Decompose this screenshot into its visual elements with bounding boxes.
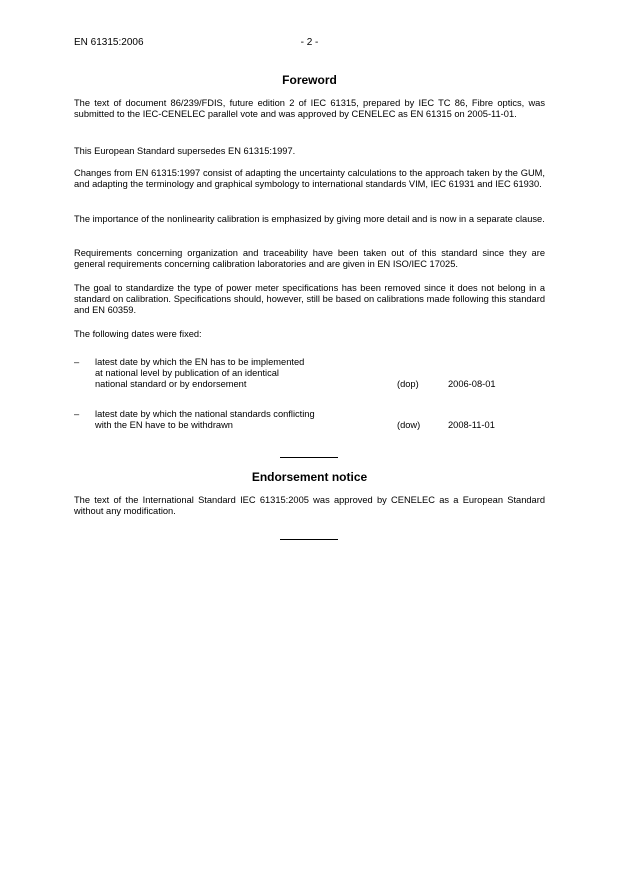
header-page-number: - 2 -	[300, 37, 319, 48]
endorsement-paragraph: The text of the International Standard IEC 61315:2005 was approved by CENELEC as a European Standard without any modification.	[74, 495, 545, 516]
date-item-description	[95, 409, 365, 431]
header-document-id: EN 61315:2006	[74, 37, 144, 48]
date-item-abbreviation: (dop)	[397, 379, 419, 389]
section-divider	[280, 457, 338, 458]
foreword-paragraph-6: The goal to standardize the type of power meter specifications has been removed since it does not belong in a standard on calibration. Specifications should, however, still be based on calibrations made following this standard and EN 60359.	[74, 283, 545, 315]
date-item-line: at national level by publication of an identical	[95, 368, 279, 378]
date-item-dash: –	[74, 409, 80, 419]
foreword-paragraph-7: The following dates were fixed:	[74, 329, 202, 339]
date-item-date: 2006-08-01	[448, 379, 496, 389]
date-item-line: latest date by which the EN has to be implemented	[95, 357, 305, 367]
foreword-paragraph-4: The importance of the nonlinearity calibration is emphasized by giving more detail and is now in a separate clause.	[74, 214, 545, 224]
foreword-paragraph-2: This European Standard supersedes EN 61315:1997.	[74, 146, 296, 156]
foreword-title: Foreword	[282, 73, 337, 87]
date-item-abbreviation: (dow)	[397, 420, 421, 430]
foreword-paragraph-1: The text of document 86/239/FDIS, future edition 2 of IEC 61315, prepared by IEC TC 86, Fibre optics, was submitted to the IEC-CENELEC parallel vote and was approved by CENELEC as EN 61315 on 2005-11-01.	[74, 98, 545, 119]
section-divider	[280, 539, 338, 540]
date-item-date: 2008-11-01	[448, 420, 495, 430]
date-item-line: national standard or by endorsement	[95, 379, 247, 389]
foreword-paragraph-3: Changes from EN 61315:1997 consist of adapting the uncertainty calculations to the approach taken by the GUM, and adapting the terminology and graphical symbology to international standards VIM, IEC 61931 and IEC 61930.	[74, 168, 545, 189]
date-item-dash: –	[74, 357, 80, 367]
date-item-line: latest date by which the national standards conflicting	[95, 409, 315, 419]
foreword-paragraph-5: Requirements concerning organization and traceability have been taken out of this standard since they are general requirements concerning calibration laboratories and are given in EN ISO/IEC 17025.	[74, 248, 545, 269]
endorsement-title: Endorsement notice	[251, 470, 368, 484]
date-item-description	[95, 357, 365, 390]
date-item-line: with the EN have to be withdrawn	[95, 420, 233, 430]
